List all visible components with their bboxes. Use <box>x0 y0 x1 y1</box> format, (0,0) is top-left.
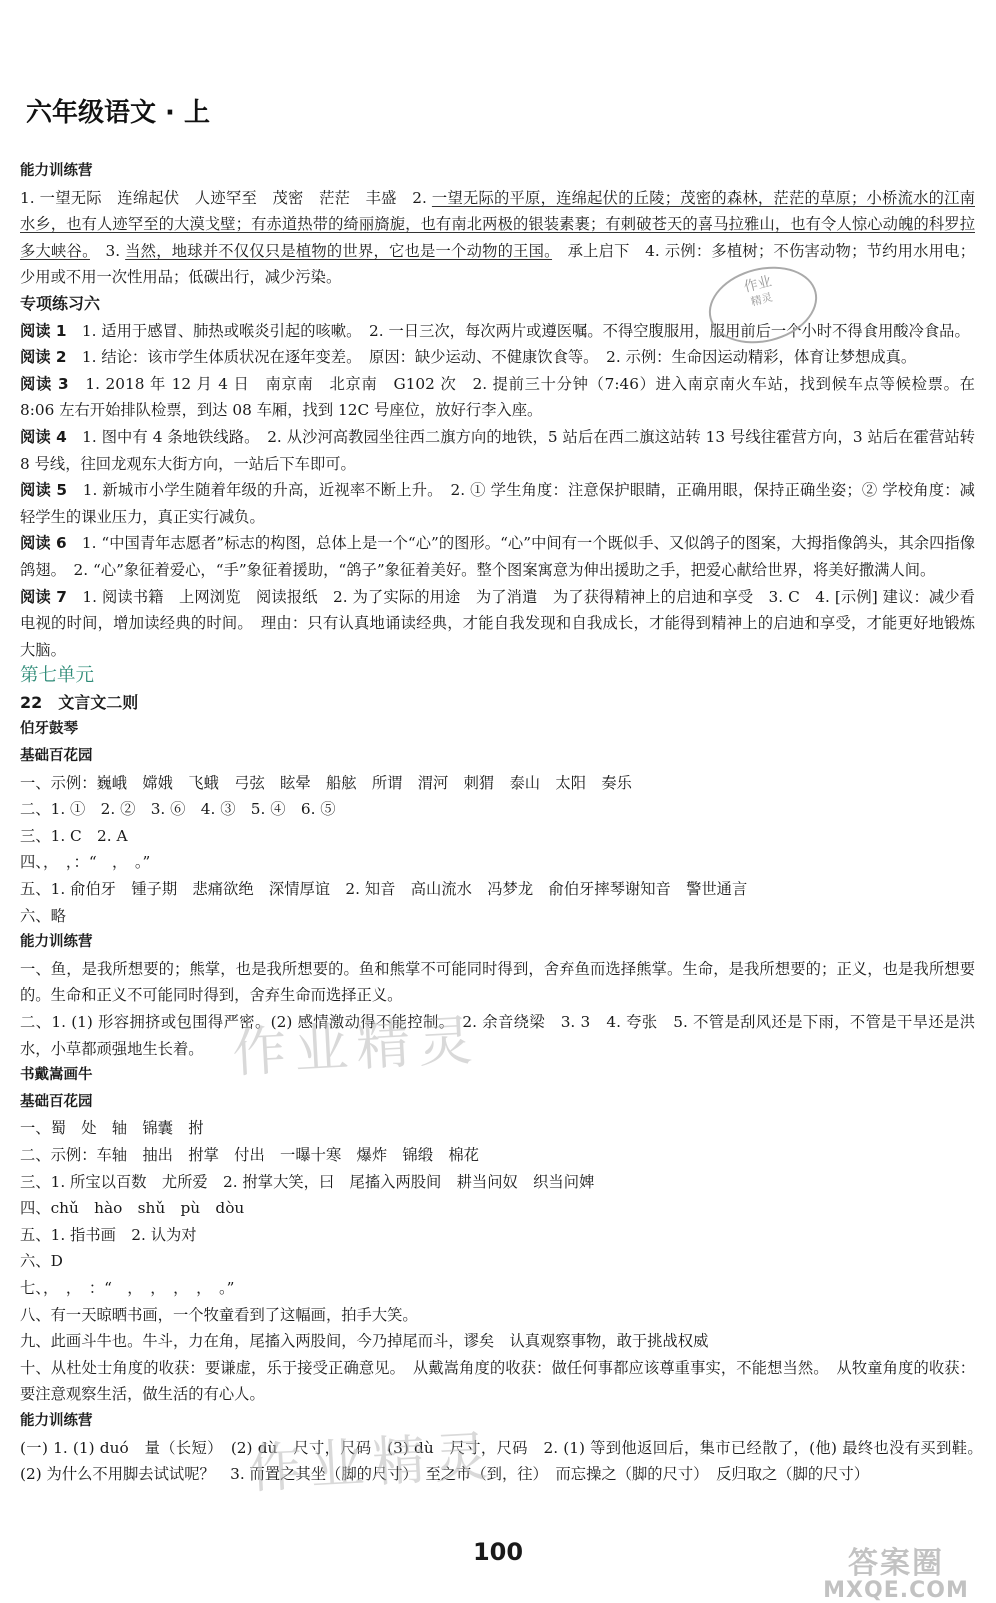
section-heading: 基础百花园 <box>20 1093 93 1110</box>
reading-label: 阅读 6 <box>20 534 67 553</box>
stamp-text: 精灵 <box>749 290 774 309</box>
unit-title: 第七单元 <box>20 665 95 687</box>
reading-text: 1. 结论：该市学生体质状况在逐年变差。 原因：缺少运动、不健康饮食等。 2. 示例：生命因运动精彩，体育让梦想成真。 <box>66 348 917 367</box>
answer-line: 四、， ，：“ ， 。” <box>20 853 151 872</box>
answer-line: 八、有一天晾晒书画，一个牧童看到了这幅画，拍手大笑。 <box>20 1305 418 1324</box>
answer-line: 六、略 <box>20 906 66 925</box>
answer-line: (一) 1. (1) duó 量（长短） (2) dù 尺寸，尺码 (3) dù 尺寸，尺码 2. (1) 等到他返回后，集市已经散了，(他) 最终也没有买到鞋。 (2) 为什么不用脚去试试呢？ 3. 而置之其坐（脚的尺寸） 至之市（到，往） 而忘操之（脚的尺寸） 反归取之（脚的尺寸） <box>20 1438 991 1484</box>
watermark: 作业精灵 <box>230 1008 482 1085</box>
reading-text: 1. 图中有 4 条地铁线路。 2. 从沙河高教园坐往西二旗方向的地铁，5 站后在西二旗这站转 13 号线往霍营方向，3 站后在霍营站转 8 号线，往回龙观东大街方向，一站后下车即可。 <box>20 427 975 473</box>
watermark: 作业精灵 <box>246 1424 498 1501</box>
answer-line: 五、1. 指书画 2. 认为对 <box>20 1225 197 1244</box>
reading-text: 1. 新城市小学生随着年级的升高，近视率不断上升。 2. ① 学生角度：注意保护眼睛，正确用眼，保持正确坐姿；② 学校角度：减轻学生的课业压力，真正实行减负。 <box>20 481 975 526</box>
answer-text: 3. <box>89 241 126 260</box>
reading-answer-6 <box>20 530 975 583</box>
section-heading: 能力训练营 <box>20 163 93 179</box>
answer-text: 1. 一望无际 连绵起伏 人迹罕至 茂密 茫茫 丰盛 2. <box>20 188 432 207</box>
answer-line: 二、1. ① 2. ② 3. ⑥ 4. ③ 5. ④ 6. ⑤ <box>20 800 336 819</box>
reading-text: 1. 适用于感冒、肺热或喉炎引起的咳嗽。 2. 一日三次，每次两片或遵医嘱。不得空腹服用，服用前后一个小时不得食用酸冷食品。 <box>66 321 970 340</box>
reading-label: 阅读 3 <box>20 374 69 393</box>
reading-answer-7 <box>20 584 975 664</box>
reading-answer-4 <box>20 424 975 477</box>
logo-text: 答案圈 <box>848 1546 944 1581</box>
answer-line: 二、1. (1) 形容拥挤或包围得严密。(2) 感情激动得不能控制。 2. 余音绕梁 3. 3 4. 夸张 5. 不管是刮风还是下雨，不管是干旱还是洪水，小草都顽强地生长着。 <box>20 1013 975 1058</box>
reading-label: 阅读 4 <box>20 427 67 446</box>
reading-label: 阅读 2 <box>20 348 67 367</box>
answer-line: 五、1. 俞伯牙 锺子期 悲痛欲绝 深情厚谊 2. 知音 高山流水 冯梦龙 俞伯牙摔琴谢知音 警世通言 <box>20 880 748 899</box>
answer-content <box>20 158 991 1488</box>
logo-text: MXQE.COM <box>823 1578 969 1603</box>
reading-text: 1. “中国青年志愿者”标志的构图，总体上是一个“心”的图形。“心”中间有一个既似手、又似鸽子的图案，大拇指像鸽头，其余四指像鸽翅。 2. “心”象征着爱心，“手”象征着援助，“鸽子”象征着美好。整个图案寓意为伸出援助之手，把爱心献给世界，将美好撒满人间。 <box>20 534 975 579</box>
lesson-title: 22 文言文二则 <box>20 692 139 712</box>
subsection-title: 书戴嵩画牛 <box>20 1067 93 1084</box>
underlined-answer: 当然，地球并不仅仅只是植物的世界，它也是一个动物的王国。 <box>125 241 553 260</box>
reading-answer-1 <box>20 318 975 345</box>
stamp-text: 作业 <box>742 273 774 296</box>
answer-text: 承上启下 4. 示例：多植树；不伤害动物；节约用水用电；少用或不用一次性用品；低碳出行，减少污染。 <box>20 241 975 287</box>
reading-label: 阅读 7 <box>20 587 67 606</box>
answer-line: 九、此画斗牛也。牛斗，力在角，尾搐入两股间，今乃掉尾而斗，谬矣 认真观察事物，敢于挑战权威 <box>20 1332 709 1351</box>
answer-line: 四、chǔ hào shǔ pù dòu <box>20 1199 245 1218</box>
reading-answer-2 <box>20 344 975 371</box>
answer-line: 一、鱼，是我所想要的；熊掌，也是我所想要的。鱼和熊掌不可能同时得到，舍弃鱼而选择熊掌。生命，是我所想要的；正义，也是我所想要的。生命和正义不可能同时得到，舍弃生命而选择正义。 <box>20 959 975 1005</box>
section-heading: 能力训练营 <box>20 1412 93 1429</box>
answer-line: 三、1. C 2. A <box>20 826 128 845</box>
section-heading: 基础百花园 <box>20 748 93 765</box>
page-number: 100 <box>472 1538 524 1566</box>
subsection-title: 伯牙鼓琴 <box>20 721 78 738</box>
reading-label: 阅读 1 <box>20 321 67 340</box>
answer-line: 七、， ， ：“ ， ， ， ， 。” <box>20 1278 235 1297</box>
answer-line: 十、从杜处士角度的收获：要谦虚，乐于接受正确意见。 从戴嵩角度的收获：做任何事都应该尊重事实，不能想当然。 从牧童角度的收获：要注意观察生活，做生活的有心人。 <box>20 1358 975 1404</box>
answer-line: 六、D <box>20 1252 63 1271</box>
reading-text: 1. 2018 年 12 月 4 日 南京南 北京南 G102 次 2. 提前三十分钟（7:46）进入南京南火车站，找到候车点等候检票。在 8:06 左右开始排队检票，到达 08 车厢，找到 12C 号座位，放好行李入座。 <box>20 374 975 420</box>
special-practice-title: 专项练习六 <box>20 293 101 313</box>
answer-line: 一、示例：巍峨 嫦娥 飞蛾 弓弦 眩晕 船舷 所谓 渭河 刺猬 泰山 太阳 奏乐 <box>20 773 632 792</box>
reading-answer-3 <box>20 371 975 424</box>
answer-line: 三、1. 所宝以百数 尤所爱 2. 拊掌大笑，曰 尾搐入两股间 耕当问奴 织当问婢 <box>20 1172 595 1191</box>
reading-text: 1. 阅读书籍 上网浏览 阅读报纸 2. 为了实际的用途 为了消遣 为了获得精神上的启迪和享受 3. C 4. [示例] 建议：减少看电视的时间，增加读经典的时间。 理由：只有认真地诵读经典，才能自我发现和自我成长，才能得到精神上的启迪和享受，才能更好地锻炼大脑。 <box>20 587 975 659</box>
section-heading: 能力训练营 <box>20 934 93 951</box>
answer-paragraph <box>20 185 975 291</box>
answer-line: 二、示例：车轴 抽出 拊掌 付出 一曝十寒 爆炸 锦缎 棉花 <box>20 1145 479 1164</box>
answer-line: 一、蜀 处 轴 锦囊 拊 <box>20 1119 204 1138</box>
site-logo <box>806 1538 986 1603</box>
page-header-title: 六年级语文 · 上 <box>26 98 210 128</box>
reading-label: 阅读 5 <box>20 481 68 500</box>
underlined-answer: 一望无际的平原，连绵起伏的丘陵；茂密的森林，茫茫的草原；小桥流水的江南水乡，也有人迹罕至的大漠戈壁；有赤道热带的绮丽旖旎，也有南北两极的银装素裹；有刺破苍天的喜马拉雅山，也有令人惊心动魄的科罗拉多大峡谷。 <box>20 188 975 260</box>
reading-answer-5 <box>20 477 975 530</box>
